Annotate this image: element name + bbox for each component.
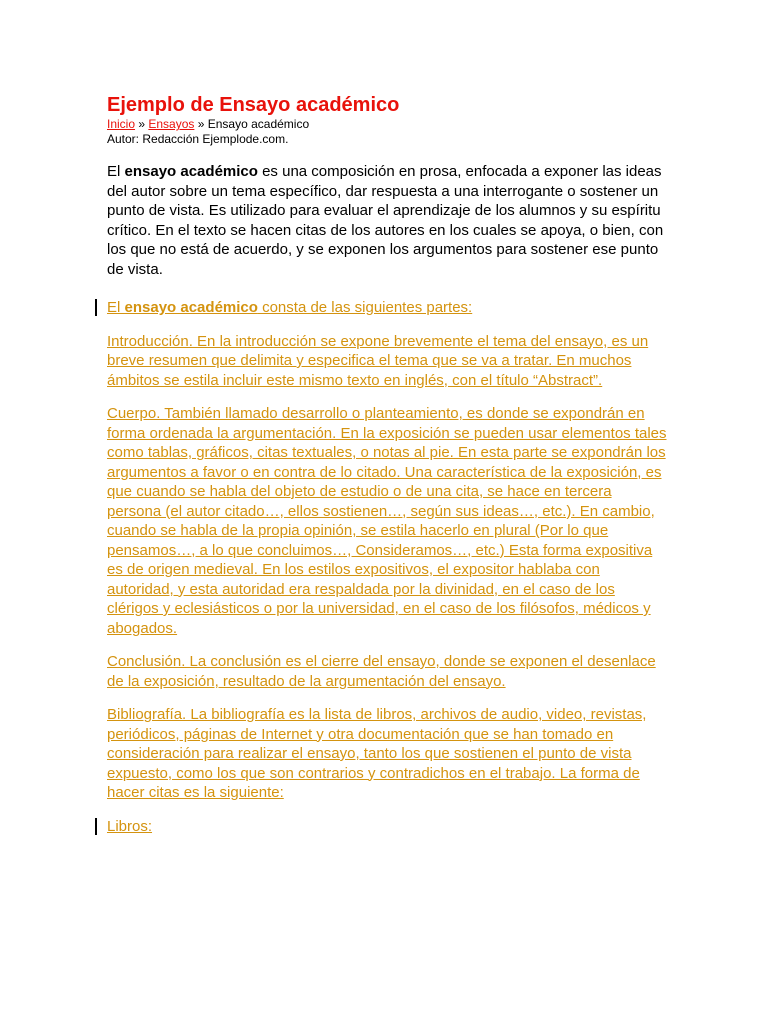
- author-line: Autor: Redacción Ejemplode.com.: [107, 132, 289, 146]
- breadcrumb-separator: »: [135, 117, 149, 131]
- breadcrumb-separator: »: [194, 117, 208, 131]
- part-conclusion-link[interactable]: Conclusión. La conclusión es el cierre del ensayo, donde se exponen el desenlace de la exposición, resultado de la argumentación del ensayo.: [107, 653, 656, 690]
- intro-rest: es una composición en prosa, enfocada a exponer las ideas del autor sobre un tema específico, dar respuesta a una interrogante o sostener un punto de vista. Es utilizado para evaluar el aprendizaje de los alumnos y su espíritu crítico. En el texto se hacen citas de los autores en los cuales se apoya, o bien, con los que no está de acuerdo, y se exponen los argumentos para sostener ese punto de vista.: [107, 163, 664, 278]
- breadcrumb: [107, 117, 667, 132]
- parts-heading-lead: El: [107, 299, 125, 316]
- part-introduccion-link[interactable]: Introducción. En la introducción se expone brevemente el tema del ensayo, es un breve resumen que delimita y especifica el tema que se va a tratar. En muchos ámbitos se estila incluir este mismo texto en inglés, con el título “Abstract”.: [107, 332, 649, 389]
- article: [107, 93, 667, 836]
- breadcrumb-category-link[interactable]: Ensayos: [148, 117, 195, 131]
- parts-heading-term: ensayo académico: [124, 299, 258, 316]
- intro-paragraph: [107, 162, 667, 279]
- part-cuerpo-link[interactable]: Cuerpo. También llamado desarrollo o planteamiento, es donde se expondrán en forma ordenada la argumentación. En la exposición se pueden usar elementos tales como tablas, gráficos, citas textuales, o notas al pie. En esta parte se expondrán los argumentos a favor o en contra de lo citado. Una característica de la exposición, es que cuando se habla del objeto de estudio o de una cita, se hace en tercera persona (el autor citado…, ellos sostienen…, según sus ideas…, etc.). En cambio, cuando se habla de la propia opinión, se estila hacerlo en plural (Por lo que pensamos…, a lo que concluimos…, Consideramos…, etc.) Esta forma expositiva es de origen medieval. En los estilos expositivos, el expositor hablaba con autoridad, y esta autoridad era respaldada por la divinidad, en el caso de los clérigos y eclesiásticos o por la universidad, en el caso de los filósofos, médicos y abogados.: [107, 405, 667, 637]
- parts-heading-link[interactable]: [107, 298, 667, 318]
- breadcrumb-home-link[interactable]: Inicio: [107, 117, 136, 131]
- intro-lead: El: [107, 163, 125, 180]
- part-bibliografia-link[interactable]: Bibliografía. La bibliografía es la lista de libros, archivos de audio, video, revistas, periódicos, páginas de Internet y otra documentación que se han tomado en consideración para realizar el ensayo, tanto los que sostienen el punto de vista expuesto, como los que son contrarios y contradichos en el trabajo. La forma de hacer citas es la siguiente:: [107, 706, 647, 801]
- libros-heading-text: Libros:: [107, 817, 153, 835]
- libros-heading-link[interactable]: [107, 817, 667, 837]
- section-marker: [95, 299, 97, 316]
- breadcrumb-current: Ensayo académico: [207, 117, 310, 131]
- section-marker: [95, 818, 97, 835]
- intro-term: ensayo académico: [124, 163, 258, 180]
- page-title: Ejemplo de Ensayo académico: [107, 94, 400, 116]
- parts-heading-rest: consta de las siguientes partes:: [257, 299, 473, 316]
